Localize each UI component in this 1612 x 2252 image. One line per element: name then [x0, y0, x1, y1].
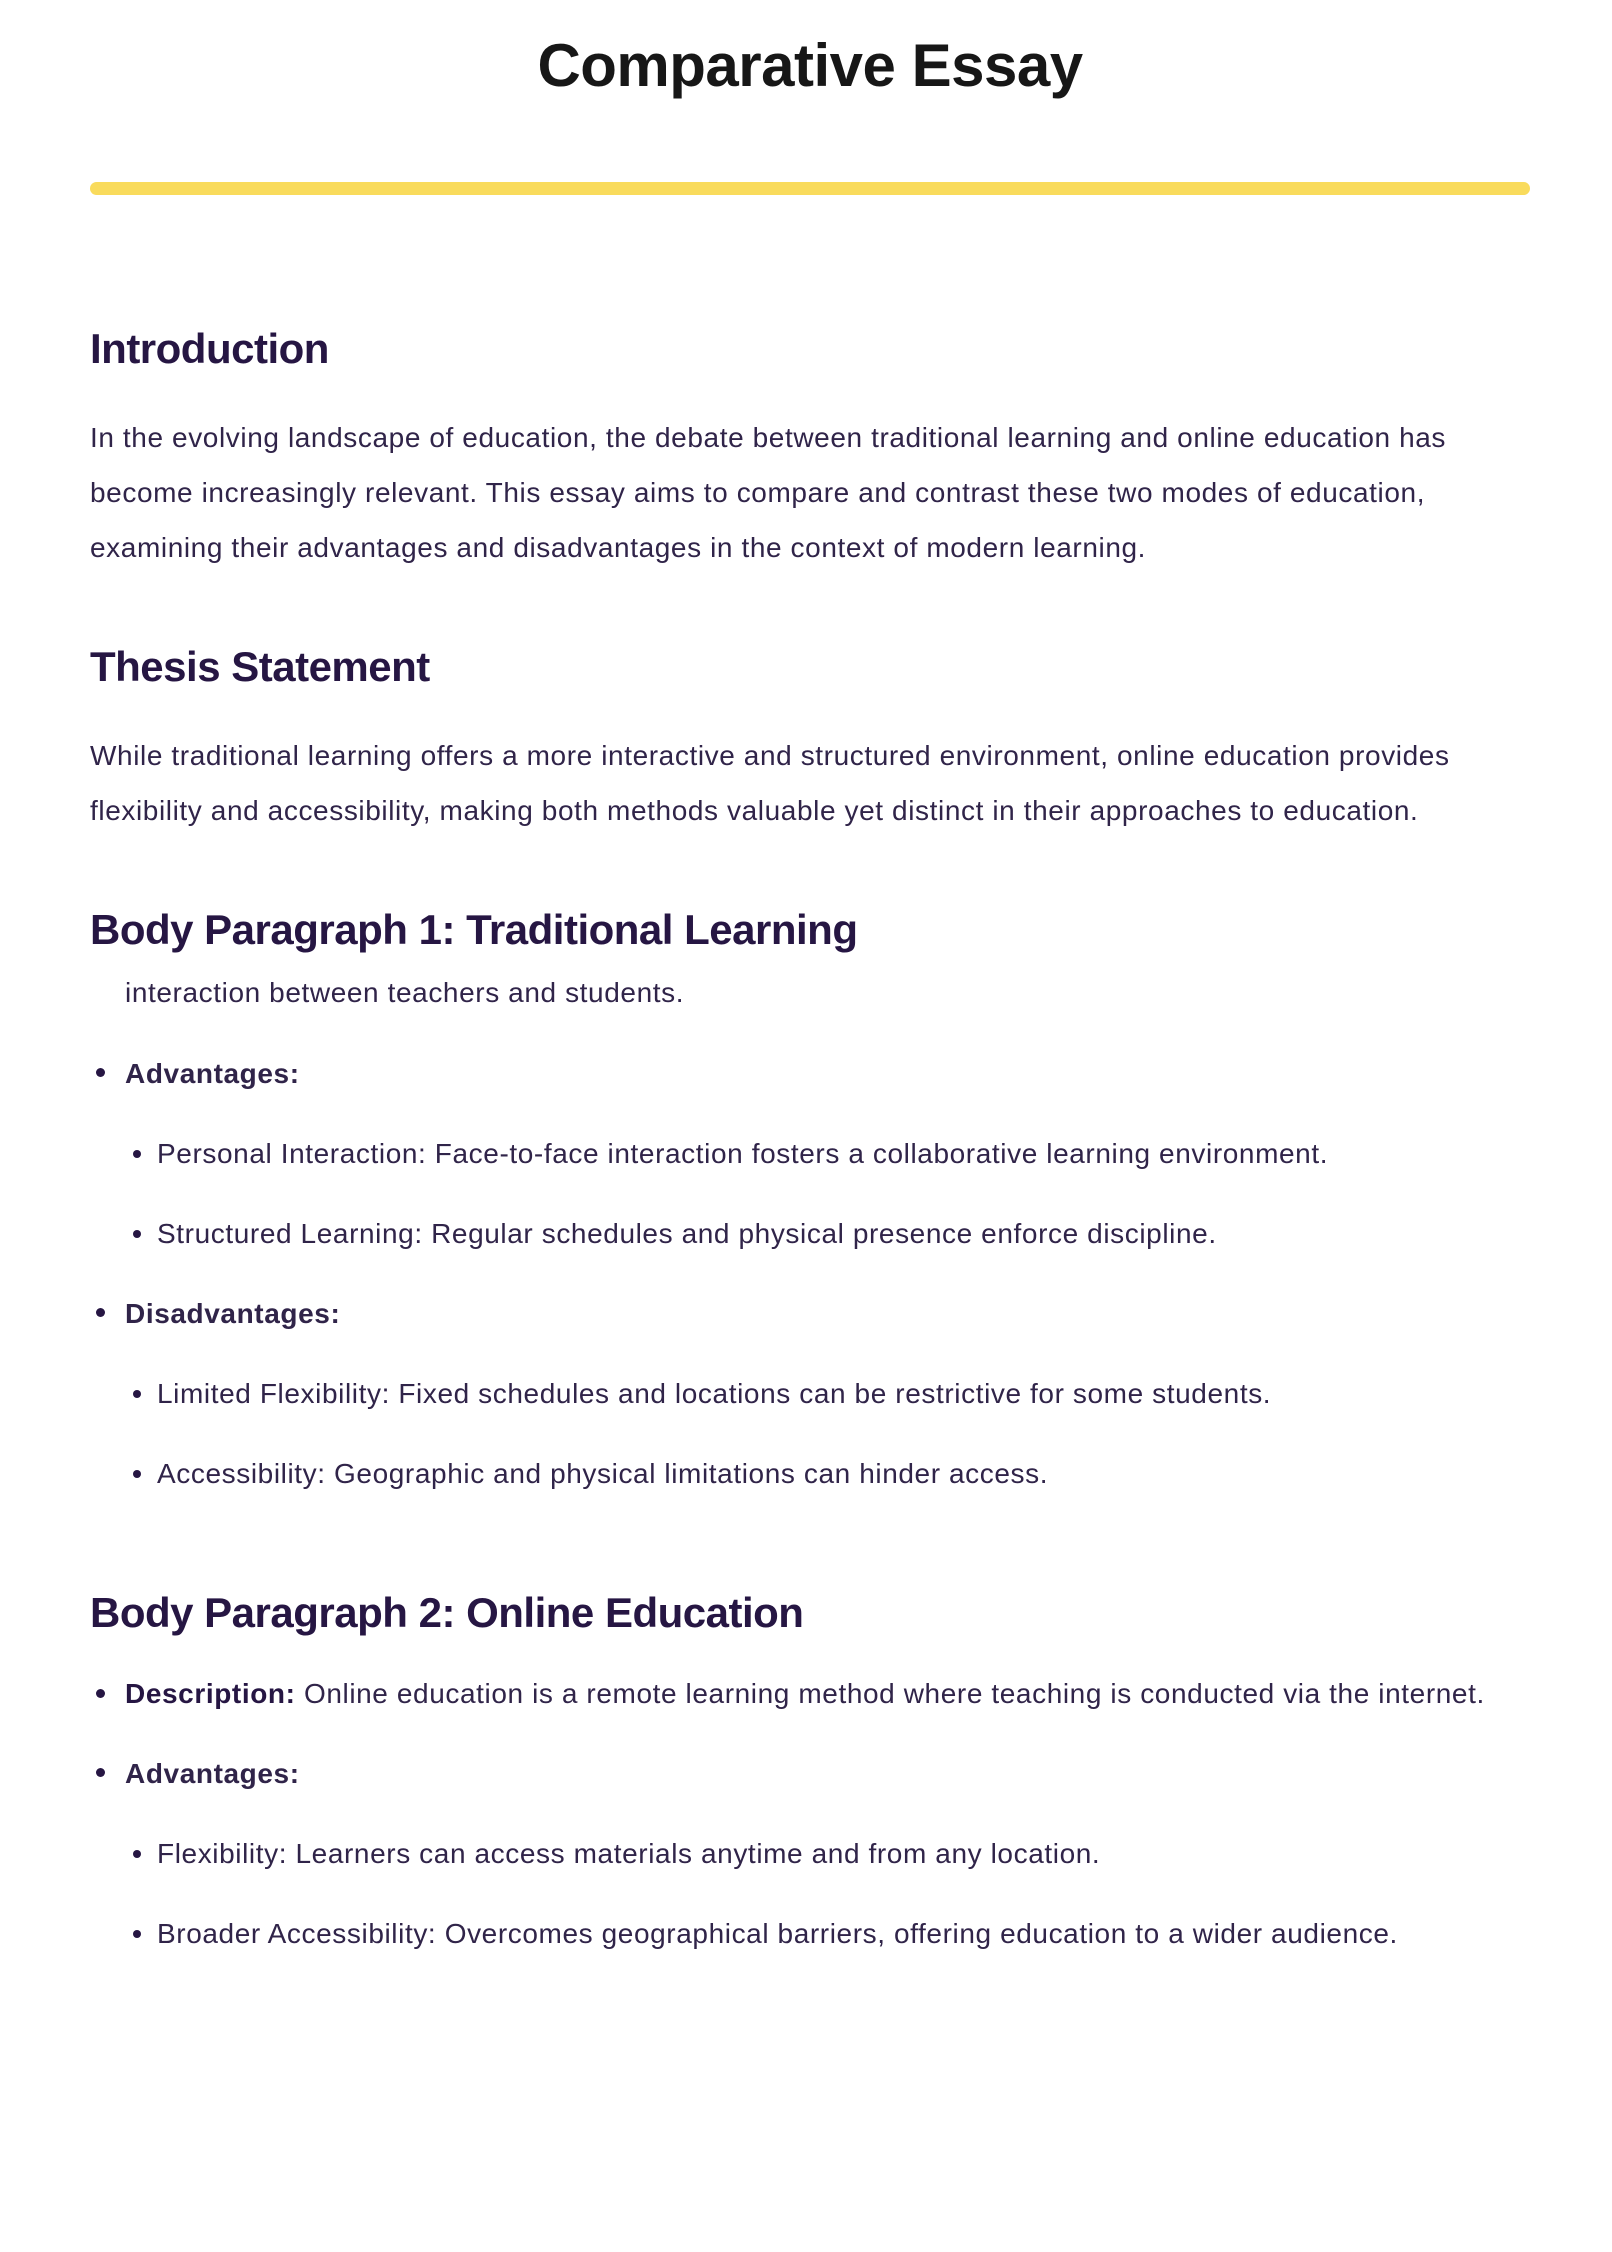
bullet-icon: [96, 1768, 105, 1777]
list-item: [90, 1126, 1530, 1181]
bullet-icon: [133, 1470, 141, 1478]
bullet-icon: [133, 1930, 141, 1938]
bullet-list: [90, 1046, 1530, 1501]
section-body-paragraph-1: [90, 902, 1530, 1501]
list-item: [90, 1826, 1530, 1881]
list-item: [90, 1446, 1530, 1501]
list-item-text: Advantages:: [125, 1758, 300, 1789]
bullet-list: [90, 1666, 1530, 1961]
list-item-text: Advantages:: [125, 1058, 300, 1089]
list-item-text: Online education is a remote learning method where teaching is conducted via the internet.: [295, 1678, 1485, 1709]
list-item: [90, 1366, 1530, 1421]
section-heading: Introduction: [90, 325, 329, 372]
bullet-icon: [133, 1230, 141, 1238]
list-item-label: [90, 1046, 1530, 1101]
section-heading: Body Paragraph 1: Traditional Learning: [90, 906, 858, 953]
section-heading: Body Paragraph 2: Online Education: [90, 1589, 804, 1636]
bullet-icon: [133, 1850, 141, 1858]
list-item-text: Disadvantages:: [125, 1298, 341, 1329]
paragraph: In the evolving landscape of education, the debate between traditional learning and online education has become increasingly relevant. This essay aims to compare and contrast these two modes of education, examining their advantages and disadvantages in the context of modern learning.: [90, 422, 1447, 563]
accent-divider: [90, 182, 1530, 195]
list-item: [90, 1206, 1530, 1261]
bullet-icon: [96, 1689, 105, 1698]
list-item-bold-label: Description:: [125, 1678, 296, 1709]
bullet-icon: [133, 1150, 141, 1158]
section-thesis: [90, 639, 1530, 838]
list-item-label: [90, 1286, 1530, 1341]
list-item-text: Limited Flexibility: Fixed schedules and locations can be restrictive for some students.: [157, 1378, 1272, 1409]
bullet-icon: [96, 1068, 105, 1077]
bullet-icon: [133, 1390, 141, 1398]
list-item: [90, 1666, 1530, 1721]
list-item-text: Flexibility: Learners can access materials anytime and from any location.: [157, 1838, 1101, 1869]
section-heading: Thesis Statement: [90, 643, 430, 690]
continuation-line: interaction between teachers and students.: [125, 977, 685, 1008]
list-item-text: Personal Interaction: Face-to-face interaction fosters a collaborative learning environment.: [157, 1138, 1329, 1169]
section-body-paragraph-2: [90, 1585, 1530, 1961]
page-title: Comparative Essay: [537, 32, 1083, 99]
paragraph: While traditional learning offers a more interactive and structured environment, online education provides flexibility and accessibility, making both methods valuable yet distinct in their approaches to education.: [90, 740, 1450, 826]
list-item-text: Accessibility: Geographic and physical limitations can hinder access.: [157, 1458, 1049, 1489]
list-item-label: [90, 1746, 1530, 1801]
list-item: [90, 1906, 1530, 1961]
bullet-icon: [96, 1308, 105, 1317]
list-item-text: Structured Learning: Regular schedules and physical presence enforce discipline.: [157, 1218, 1217, 1249]
list-item-text: Broader Accessibility: Overcomes geographical barriers, offering education to a wider audience.: [157, 1918, 1398, 1949]
section-introduction: [90, 321, 1530, 575]
